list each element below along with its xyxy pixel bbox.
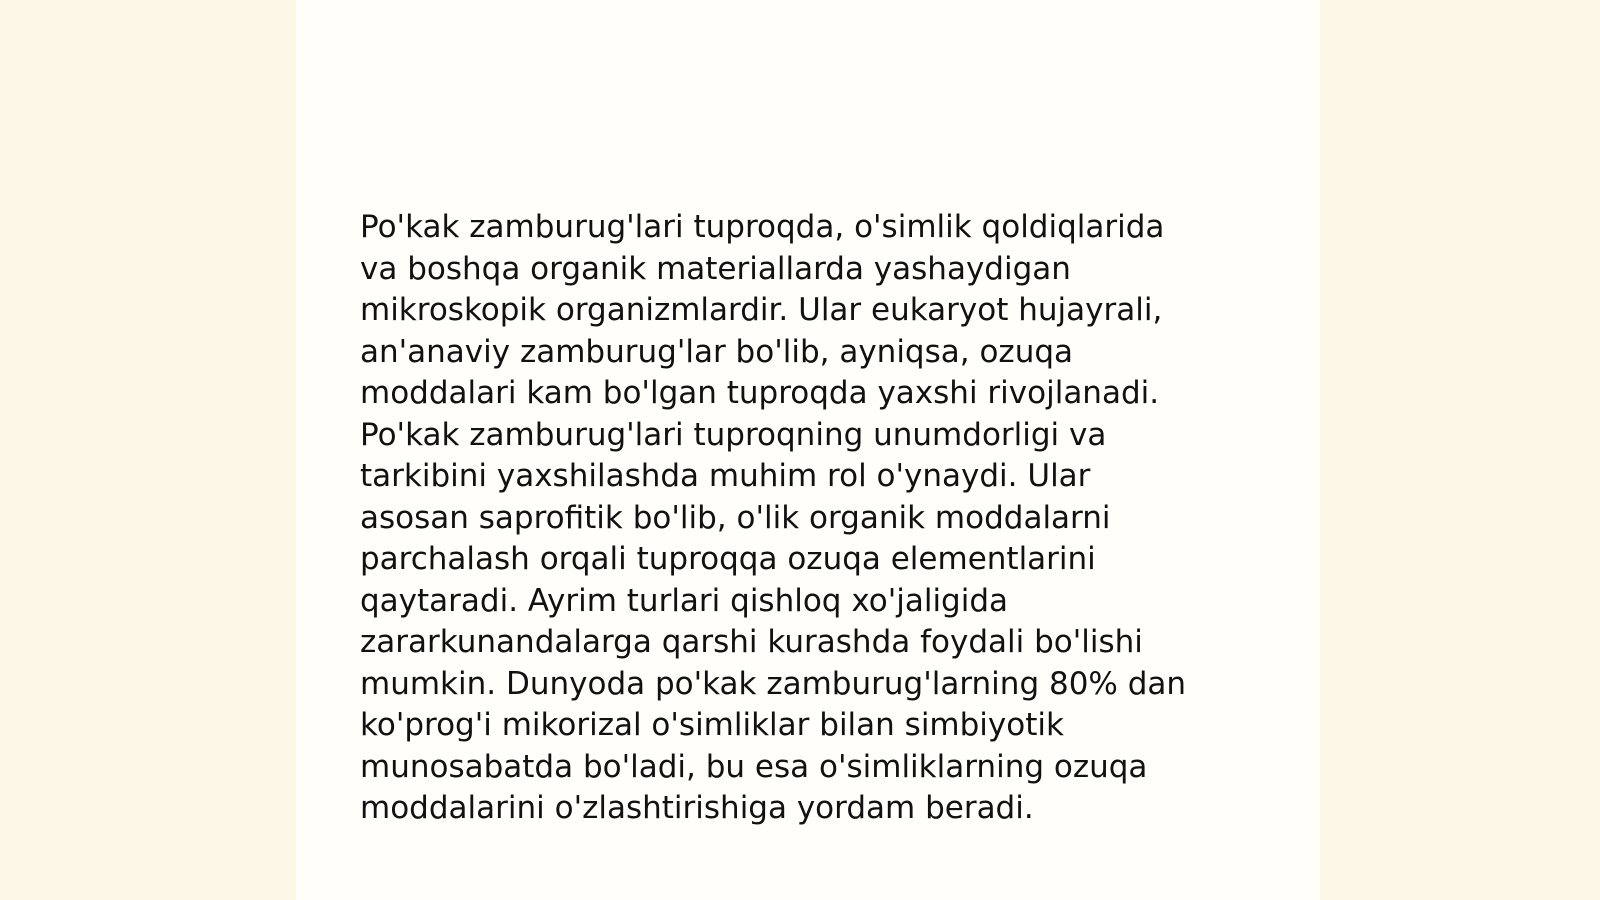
document-page [296,0,1320,900]
body-paragraph: Po'kak zamburug'lari tuproqda, o'simlik qoldiqlarida va boshqa organik materiallarda yashaydigan mikroskopik organizmlardir. Ular eukaryot hujayrali, an'anaviy zamburug'lar bo'lib, ayniqsa, ozuqa moddalari kam bo'lgan tuproqda yaxshi rivojlanadi. Po'kak zamburug'lari tuproqning unumdorligi va tarkibini yaxshilashda muhim rol o'ynaydi. Ular asosan saprofitik bo'lib, o'lik organik moddalarni parchalash orqali tuproqqa ozuqa elementlarini qaytaradi. Ayrim turlari qishloq xo'jaligida zararkunandalarga qarshi kurashda foydali bo'lishi mumkin. Dunyoda po'kak zamburug'larning 80% dan ko'prog'i mikorizal o'simliklar bilan simbiyotik munosabatda bo'ladi, bu esa o'simliklarning ozuqa moddalarini o'zlashtirishiga yordam beradi. [360,209,1187,826]
